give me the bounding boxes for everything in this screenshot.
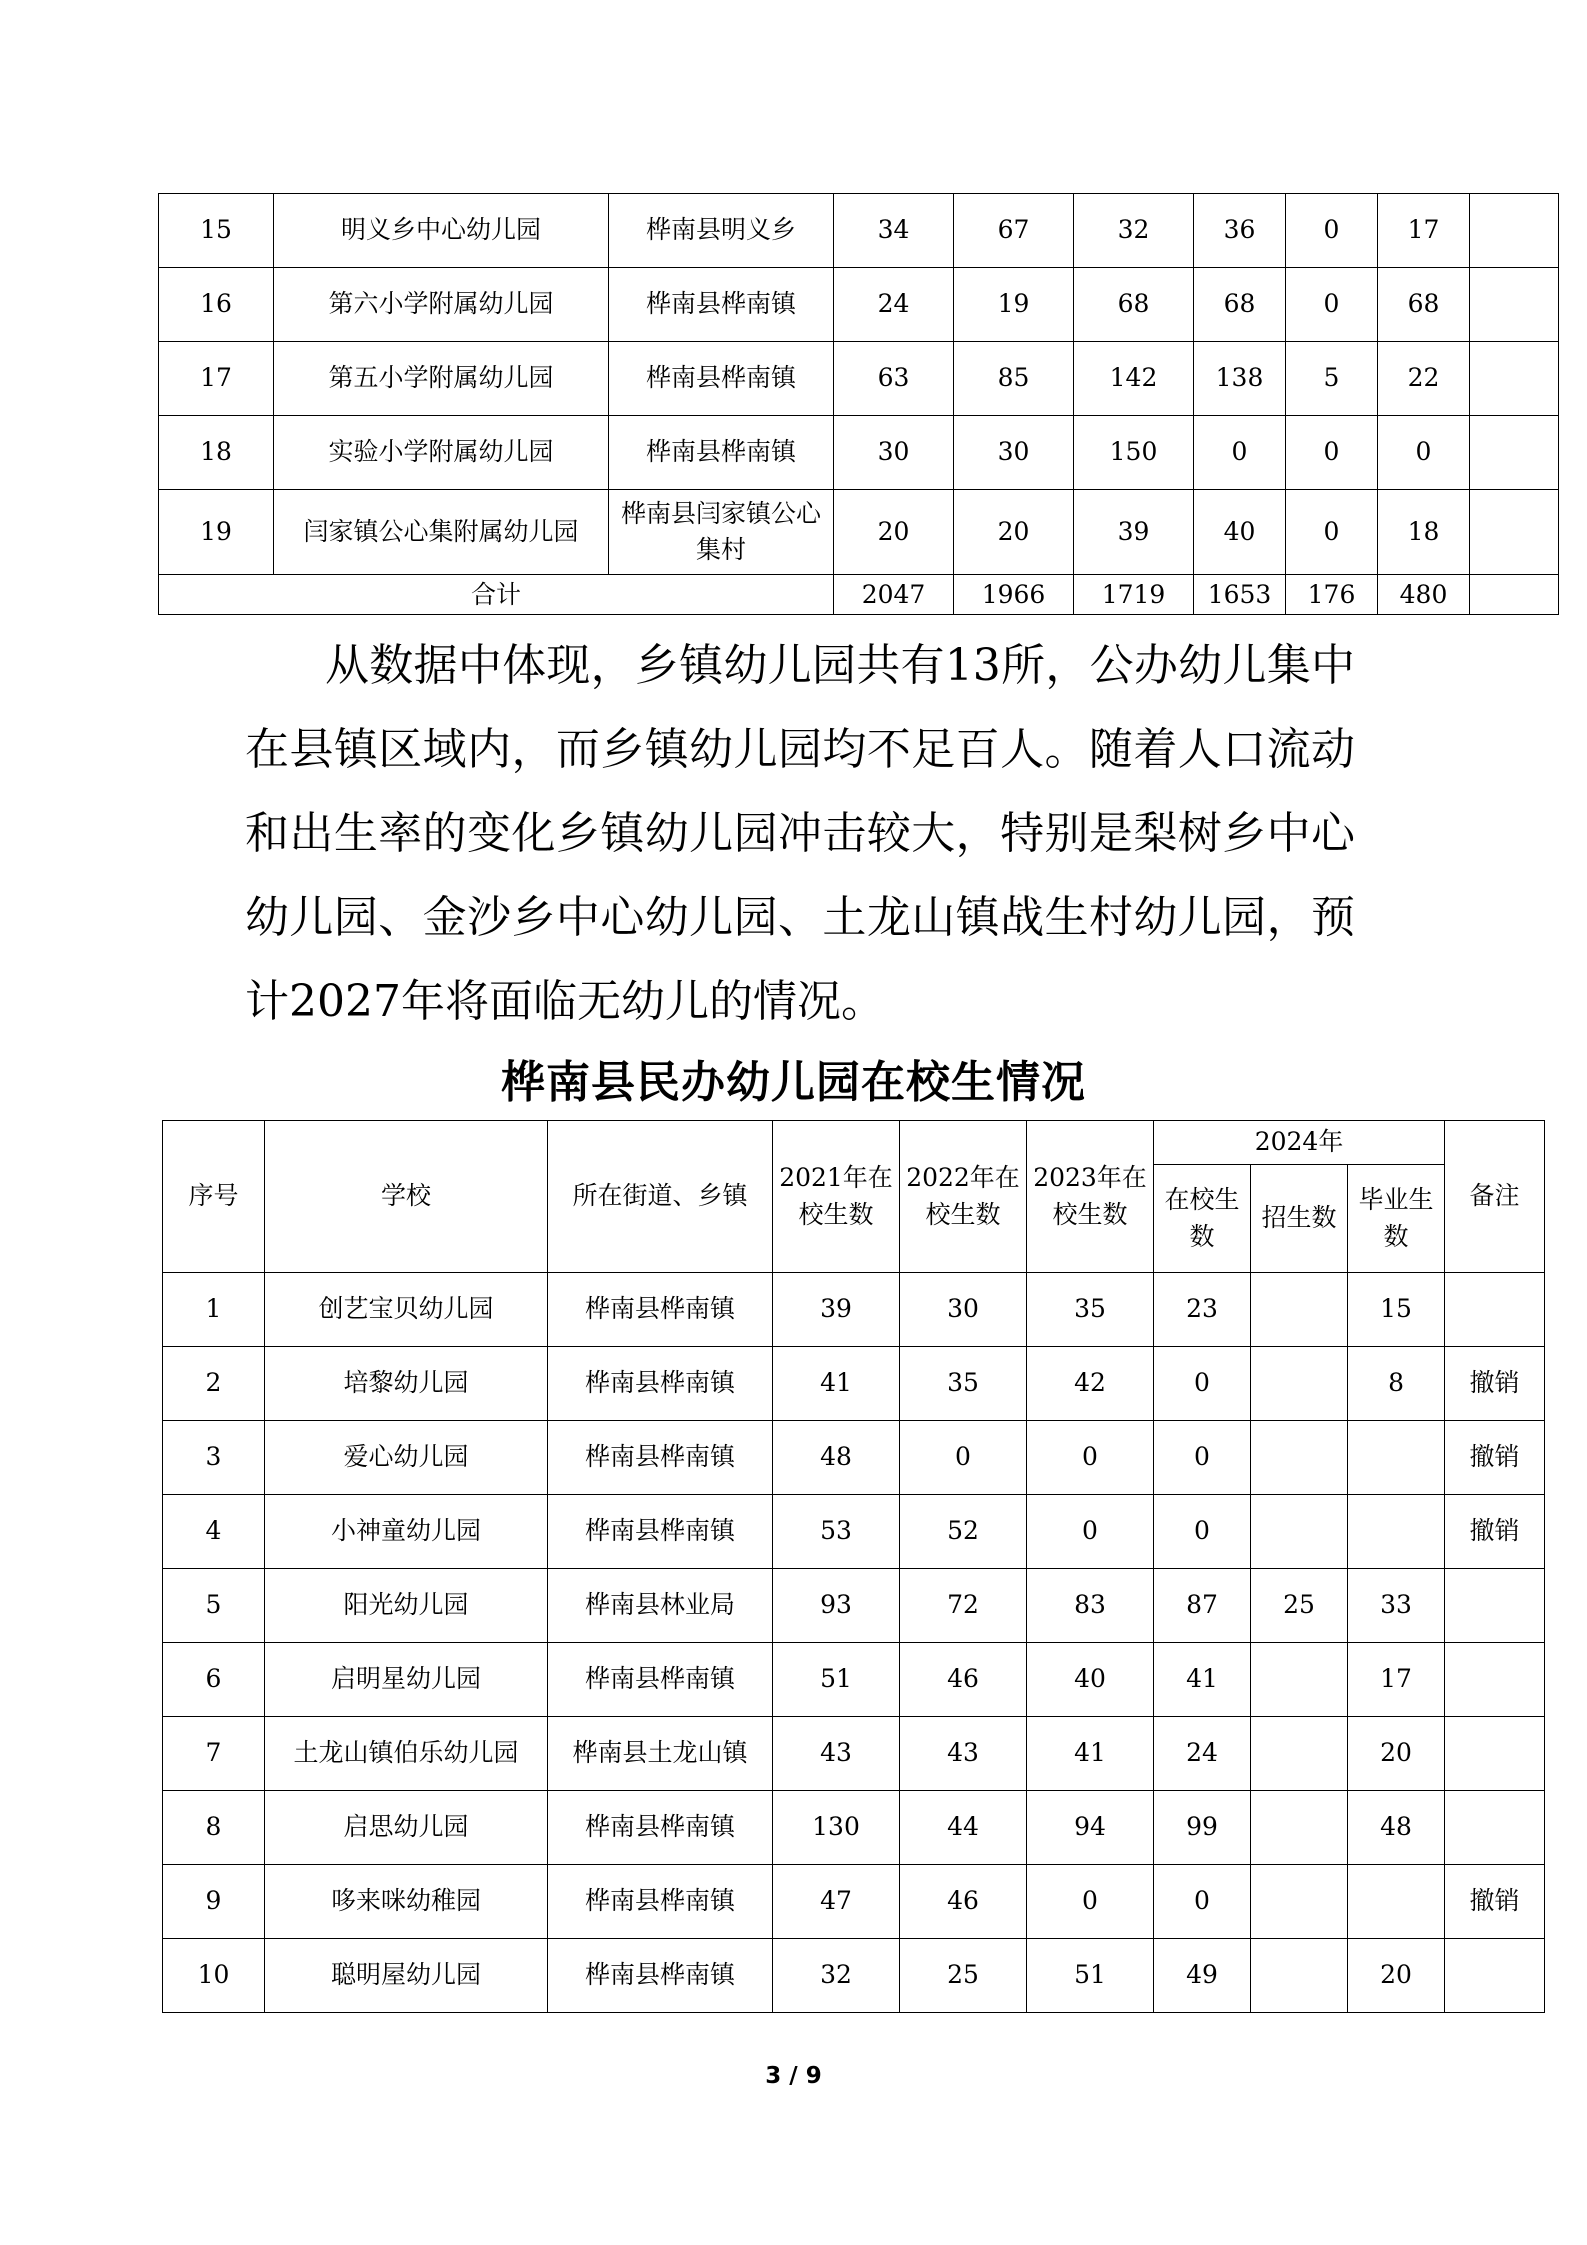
table-row <box>159 342 1559 416</box>
table-cell: 46 <box>900 1865 1027 1939</box>
table-cell: 20 <box>834 490 954 575</box>
table-cell: 0 <box>1027 1865 1154 1939</box>
total-cell: 1653 <box>1194 575 1286 615</box>
table-cell: 6 <box>163 1643 265 1717</box>
table-cell: 小神童幼儿园 <box>265 1495 548 1569</box>
table-row <box>159 194 1559 268</box>
table-cell: 40 <box>1027 1643 1154 1717</box>
table-cell: 土龙山镇伯乐幼儿园 <box>265 1717 548 1791</box>
table-cell: 撤销 <box>1445 1495 1545 1569</box>
table-cell <box>1348 1495 1445 1569</box>
table-cell: 桦南县土龙山镇 <box>548 1717 773 1791</box>
table-cell <box>1251 1643 1348 1717</box>
table-cell: 49 <box>1154 1939 1251 2013</box>
header-graduated: 毕业生数 <box>1348 1165 1445 1273</box>
table-cell: 桦南县桦南镇 <box>548 1421 773 1495</box>
total-row <box>159 575 1559 615</box>
table-cell: 桦南县桦南镇 <box>548 1273 773 1347</box>
table-cell: 41 <box>773 1347 900 1421</box>
table-cell: 8 <box>163 1791 265 1865</box>
table-cell: 桦南县桦南镇 <box>548 1939 773 2013</box>
table-cell: 启明星幼儿园 <box>265 1643 548 1717</box>
table-cell: 51 <box>773 1643 900 1717</box>
table-cell: 9 <box>163 1865 265 1939</box>
table-cell: 18 <box>159 416 274 490</box>
table-cell <box>1470 194 1559 268</box>
total-cell: 1966 <box>954 575 1074 615</box>
table-cell: 1 <box>163 1273 265 1347</box>
table-cell <box>1251 1347 1348 1421</box>
table-cell: 36 <box>1194 194 1286 268</box>
header-2022: 2022年在校生数 <box>900 1121 1027 1273</box>
table-cell: 30 <box>834 416 954 490</box>
table-cell: 35 <box>900 1347 1027 1421</box>
table-cell: 67 <box>954 194 1074 268</box>
table-cell: 桦南县桦南镇 <box>609 268 834 342</box>
table-cell: 87 <box>1154 1569 1251 1643</box>
table-cell <box>1470 490 1559 575</box>
table-cell: 30 <box>900 1273 1027 1347</box>
table-cell: 24 <box>1154 1717 1251 1791</box>
table-cell: 130 <box>773 1791 900 1865</box>
table-cell: 44 <box>900 1791 1027 1865</box>
table-row <box>159 490 1559 575</box>
table-cell: 138 <box>1194 342 1286 416</box>
table-cell: 85 <box>954 342 1074 416</box>
table-row <box>159 416 1559 490</box>
total-cell: 1719 <box>1074 575 1194 615</box>
table-cell: 实验小学附属幼儿园 <box>274 416 609 490</box>
table-cell: 47 <box>773 1865 900 1939</box>
table-cell: 4 <box>163 1495 265 1569</box>
private-kindergarten-table <box>162 1120 1545 2013</box>
table-cell: 阳光幼儿园 <box>265 1569 548 1643</box>
table-cell: 0 <box>1027 1421 1154 1495</box>
table-cell: 桦南县明义乡 <box>609 194 834 268</box>
table-cell: 52 <box>900 1495 1027 1569</box>
table-cell: 17 <box>1378 194 1470 268</box>
table-cell: 34 <box>834 194 954 268</box>
table-cell: 20 <box>1348 1939 1445 2013</box>
table-cell <box>1445 1569 1545 1643</box>
table-cell: 17 <box>159 342 274 416</box>
table-cell: 5 <box>1286 342 1378 416</box>
table-cell <box>1251 1865 1348 1939</box>
table-cell <box>1445 1939 1545 2013</box>
table-cell <box>1251 1273 1348 1347</box>
table-cell: 16 <box>159 268 274 342</box>
analysis-paragraph <box>245 624 1355 1044</box>
table-cell: 20 <box>1348 1717 1445 1791</box>
table-cell: 43 <box>900 1717 1027 1791</box>
table-cell: 32 <box>1074 194 1194 268</box>
table-cell: 20 <box>954 490 1074 575</box>
header-2024: 2024年 <box>1154 1121 1445 1165</box>
table-row <box>163 1717 1545 1791</box>
table-cell: 48 <box>773 1421 900 1495</box>
table-cell <box>1251 1495 1348 1569</box>
table-row <box>163 1865 1545 1939</box>
table-cell: 99 <box>1154 1791 1251 1865</box>
header-remark: 备注 <box>1445 1121 1545 1273</box>
header-seq: 序号 <box>163 1121 265 1273</box>
table-cell <box>1470 268 1559 342</box>
table-cell: 25 <box>1251 1569 1348 1643</box>
table-cell: 启思幼儿园 <box>265 1791 548 1865</box>
table-cell: 0 <box>1154 1495 1251 1569</box>
table-cell: 0 <box>1194 416 1286 490</box>
kindergarten-table-continued <box>158 193 1559 615</box>
table-cell: 桦南县桦南镇 <box>548 1865 773 1939</box>
table-body <box>163 1273 1545 2013</box>
table-cell: 32 <box>773 1939 900 2013</box>
table-cell: 19 <box>159 490 274 575</box>
table-cell: 83 <box>1027 1569 1154 1643</box>
table-cell: 桦南县闫家镇公心集村 <box>609 490 834 575</box>
table-row <box>163 1273 1545 1347</box>
table-cell: 撤销 <box>1445 1421 1545 1495</box>
table-row <box>163 1421 1545 1495</box>
table-cell: 68 <box>1194 268 1286 342</box>
table-cell: 培黎幼儿园 <box>265 1347 548 1421</box>
table-cell: 桦南县桦南镇 <box>548 1791 773 1865</box>
table-row <box>163 1791 1545 1865</box>
table-cell <box>1251 1791 1348 1865</box>
header-enrolled: 在校生数 <box>1154 1165 1251 1273</box>
table-cell <box>1251 1421 1348 1495</box>
header-school: 学校 <box>265 1121 548 1273</box>
header-2023: 2023年在校生数 <box>1027 1121 1154 1273</box>
table-cell: 第五小学附属幼儿园 <box>274 342 609 416</box>
total-cell: 176 <box>1286 575 1378 615</box>
table-cell: 创艺宝贝幼儿园 <box>265 1273 548 1347</box>
table-cell: 39 <box>1074 490 1194 575</box>
table-cell: 0 <box>1286 194 1378 268</box>
table-cell: 23 <box>1154 1273 1251 1347</box>
table-cell: 2 <box>163 1347 265 1421</box>
table-cell: 46 <box>900 1643 1027 1717</box>
table-cell: 撤销 <box>1445 1347 1545 1421</box>
table-cell: 桦南县桦南镇 <box>609 416 834 490</box>
table-cell: 0 <box>1154 1347 1251 1421</box>
table-row <box>159 268 1559 342</box>
table-cell: 150 <box>1074 416 1194 490</box>
table-row <box>163 1569 1545 1643</box>
table-cell: 94 <box>1027 1791 1154 1865</box>
table-cell: 0 <box>1286 416 1378 490</box>
table-cell: 桦南县林业局 <box>548 1569 773 1643</box>
table-cell: 63 <box>834 342 954 416</box>
table-cell: 25 <box>900 1939 1027 2013</box>
table-cell: 哆来咪幼稚园 <box>265 1865 548 1939</box>
table-cell: 33 <box>1348 1569 1445 1643</box>
table-cell <box>1445 1717 1545 1791</box>
table-cell <box>1348 1865 1445 1939</box>
table-cell: 18 <box>1378 490 1470 575</box>
table-cell: 48 <box>1348 1791 1445 1865</box>
table-body <box>159 194 1559 615</box>
table-cell: 24 <box>834 268 954 342</box>
table-cell: 10 <box>163 1939 265 2013</box>
table-cell: 8 <box>1348 1347 1445 1421</box>
table-cell: 0 <box>1286 490 1378 575</box>
table-cell: 30 <box>954 416 1074 490</box>
table-cell: 桦南县桦南镇 <box>548 1643 773 1717</box>
table-cell: 聪明屋幼儿园 <box>265 1939 548 2013</box>
table-cell <box>1251 1939 1348 2013</box>
table-row <box>163 1643 1545 1717</box>
table-cell: 15 <box>159 194 274 268</box>
header-location: 所在街道、乡镇 <box>548 1121 773 1273</box>
paragraph-text: 从数据中体现，乡镇幼儿园共有13所，公办幼儿集中在县镇区域内，而乡镇幼儿园均不足百人。随着人口流动和出生率的变化乡镇幼儿园冲击较大，特别是梨树乡中心幼儿园、金沙乡中心幼儿园、土龙山镇战生村幼儿园，预计2027年将面临无幼儿的情况。 <box>245 640 1355 1027</box>
table-cell: 68 <box>1074 268 1194 342</box>
table-cell: 41 <box>1027 1717 1154 1791</box>
table-cell: 22 <box>1378 342 1470 416</box>
table-cell <box>1445 1791 1545 1865</box>
table-cell: 43 <box>773 1717 900 1791</box>
table-cell <box>1470 342 1559 416</box>
total-cell <box>1470 575 1559 615</box>
table-cell: 53 <box>773 1495 900 1569</box>
table-cell <box>1251 1717 1348 1791</box>
section-title: 桦南县民办幼儿园在校生情况 <box>501 1057 1086 1108</box>
header-2021: 2021年在校生数 <box>773 1121 900 1273</box>
header-recruited: 招生数 <box>1251 1165 1348 1273</box>
table-cell: 0 <box>1027 1495 1154 1569</box>
table-cell: 爱心幼儿园 <box>265 1421 548 1495</box>
table-cell: 桦南县桦南镇 <box>548 1495 773 1569</box>
table-cell: 5 <box>163 1569 265 1643</box>
table-cell: 撤销 <box>1445 1865 1545 1939</box>
table-header <box>163 1121 1545 1273</box>
table-cell: 40 <box>1194 490 1286 575</box>
table-cell: 0 <box>1154 1421 1251 1495</box>
table-cell: 35 <box>1027 1273 1154 1347</box>
table-cell: 17 <box>1348 1643 1445 1717</box>
table-cell: 39 <box>773 1273 900 1347</box>
total-cell: 480 <box>1378 575 1470 615</box>
table-cell: 51 <box>1027 1939 1154 2013</box>
table-cell: 7 <box>163 1717 265 1791</box>
table-cell: 0 <box>1286 268 1378 342</box>
total-label: 合计 <box>159 575 834 615</box>
table-cell: 68 <box>1378 268 1470 342</box>
table-cell: 41 <box>1154 1643 1251 1717</box>
table-cell <box>1470 416 1559 490</box>
table-cell: 桦南县桦南镇 <box>548 1347 773 1421</box>
table-cell: 19 <box>954 268 1074 342</box>
table-cell: 3 <box>163 1421 265 1495</box>
table-cell: 0 <box>900 1421 1027 1495</box>
table-cell <box>1445 1643 1545 1717</box>
table-cell: 第六小学附属幼儿园 <box>274 268 609 342</box>
table-cell: 42 <box>1027 1347 1154 1421</box>
table-cell: 72 <box>900 1569 1027 1643</box>
page-number: 3 / 9 <box>765 2063 822 2089</box>
table-cell: 0 <box>1154 1865 1251 1939</box>
table-cell <box>1445 1273 1545 1347</box>
table-cell: 15 <box>1348 1273 1445 1347</box>
table-cell: 142 <box>1074 342 1194 416</box>
table-cell: 93 <box>773 1569 900 1643</box>
table-cell: 闫家镇公心集附属幼儿园 <box>274 490 609 575</box>
table-cell: 0 <box>1378 416 1470 490</box>
table-cell: 桦南县桦南镇 <box>609 342 834 416</box>
table-row <box>163 1495 1545 1569</box>
table-row <box>163 1939 1545 2013</box>
table-cell <box>1348 1421 1445 1495</box>
table-row <box>163 1347 1545 1421</box>
table-cell: 明义乡中心幼儿园 <box>274 194 609 268</box>
total-cell: 2047 <box>834 575 954 615</box>
